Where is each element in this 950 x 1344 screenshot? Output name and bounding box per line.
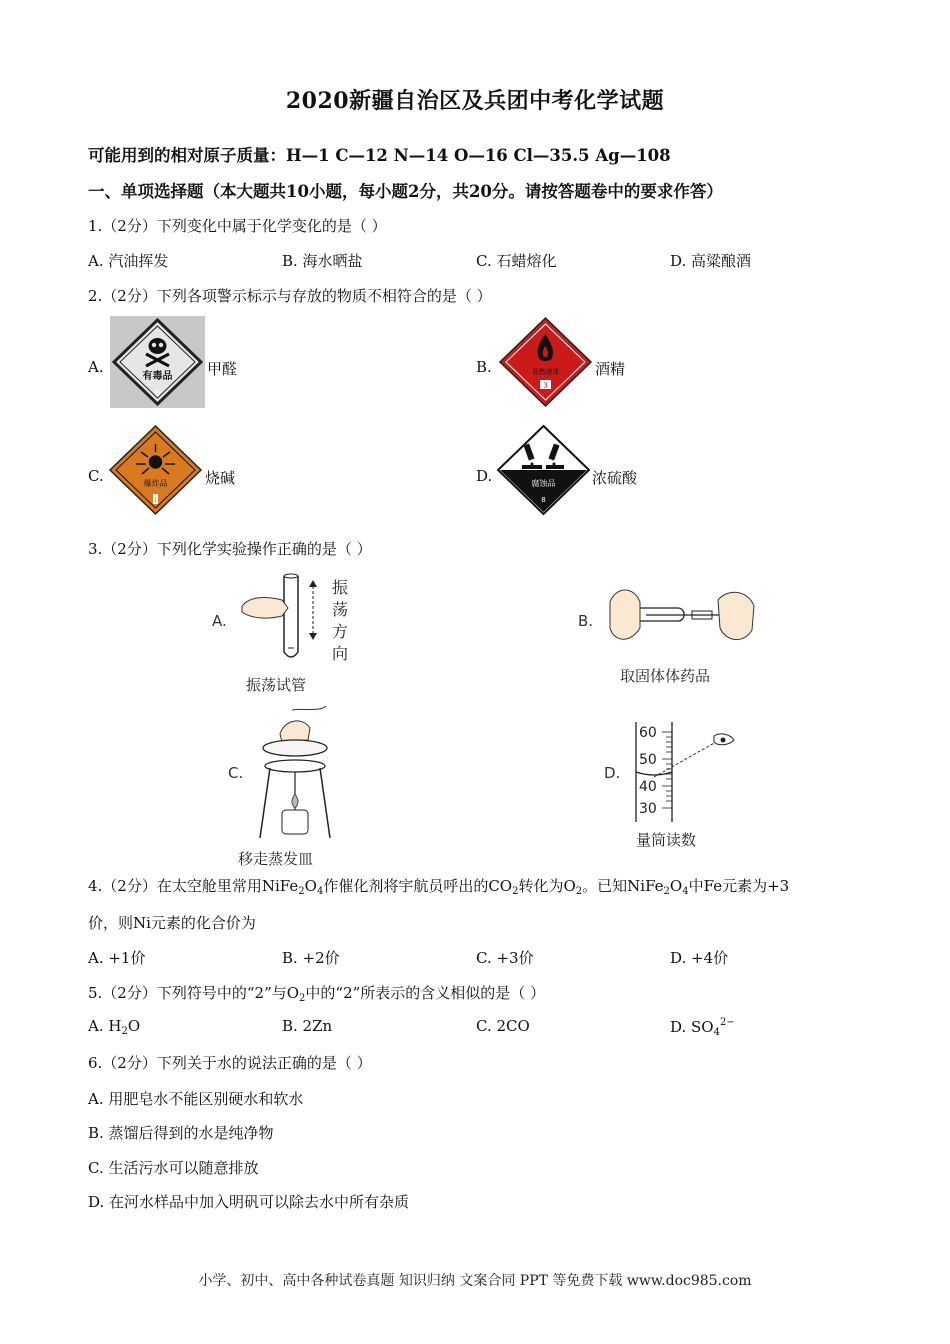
take-solid-reagent-figure [606, 582, 758, 652]
q6-option-b[interactable]: B. 蒸馏后得到的水是纯净物 [88, 1124, 274, 1142]
meniscus-icon [636, 772, 672, 775]
q2-option-d-letter[interactable]: D. [476, 467, 493, 485]
dish-icon [263, 740, 327, 756]
left-hand-icon [610, 590, 640, 639]
corrosive-sign-number: 8 [541, 496, 546, 504]
q1-option-c[interactable]: C. 石蜡熔化 [476, 252, 557, 270]
question-2-stem: 2.（2分）下列各项警示标示与存放的物质不相符合的是（ ） [88, 287, 492, 305]
q4-option-b[interactable]: B. +2价 [282, 949, 340, 967]
q3-option-d-letter[interactable]: D. [604, 764, 621, 782]
q1-option-d[interactable]: D. 高粱酿酒 [670, 252, 752, 270]
test-tube-icon [284, 576, 298, 657]
q2-option-c-letter[interactable]: C. [88, 467, 104, 485]
flammable-sign-number: 3 [543, 381, 548, 390]
alcohol-lamp-icon [282, 810, 308, 834]
evaporating-dish-figure [252, 706, 338, 842]
q4-option-d[interactable]: D. +4价 [670, 949, 729, 967]
shake-test-tube-figure [236, 572, 316, 667]
q5-option-c[interactable]: C. 2CO [476, 1017, 530, 1035]
q6-option-c[interactable]: C. 生活污水可以随意排放 [88, 1159, 259, 1177]
cylinder-tick-60: 60 [639, 725, 657, 741]
q4-option-c[interactable]: C. +3价 [476, 949, 534, 967]
hand-icon [242, 598, 288, 619]
graduated-cylinder-figure [634, 720, 738, 824]
toxic-sign-image [110, 316, 205, 408]
q5-option-a[interactable]: A. $H_2O$ [88, 1017, 141, 1037]
question-3-stem: 3.（2分）下列化学实验操作正确的是（ ） [88, 540, 372, 558]
explosive-sign-image [108, 424, 203, 516]
cylinder-tick-30: 30 [639, 801, 657, 817]
cylinder-tick-50: 50 [639, 752, 657, 768]
q3-option-c-letter[interactable]: C. [228, 764, 244, 782]
question-6-stem: 6.（2分）下列关于水的说法正确的是（ ） [88, 1054, 372, 1072]
q6-option-a[interactable]: A. 用肥皂水不能区别硬水和软水 [88, 1090, 304, 1108]
q3-caption-b: 取固体体药品 [620, 667, 711, 685]
q5-option-b[interactable]: B. 2Zn [282, 1017, 333, 1035]
q3-caption-a: 振荡试管 [246, 676, 307, 694]
shake-direction-label: 振 荡 方 向 [332, 578, 349, 663]
page-footer: 小学、初中、高中各种试卷真题 知识归纳 文案合同 PPT 等免费下载 www.doc985.com [198, 1273, 752, 1289]
q2-option-a-letter[interactable]: A. [88, 358, 104, 376]
corrosive-sign-text: 腐蚀品 [531, 479, 556, 488]
q3-caption-c: 移走蒸发皿 [238, 850, 314, 868]
q6-option-d[interactable]: D. 在河水样品中加入明矾可以除去水中所有杂质 [88, 1193, 410, 1211]
page-title: 2020新疆自治区及兵团中考化学试题 [285, 88, 665, 114]
toxic-sign-text: 有毒品 [142, 371, 173, 382]
q1-option-b[interactable]: B. 海水晒盐 [282, 252, 363, 270]
q1-option-a[interactable]: A. 汽油挥发 [88, 252, 169, 270]
q3-caption-d: 量筒读数 [636, 831, 697, 849]
flame-icon [292, 794, 298, 808]
q2-option-b-letter[interactable]: B. [476, 358, 492, 376]
explosive-sign-text: 爆炸品 [143, 479, 168, 488]
q2-option-c-substance: 烧碱 [205, 469, 236, 487]
q5-option-d[interactable]: D. $SO_4^{2-}$ [670, 1017, 735, 1038]
question-1-stem: 1.（2分）下列变化中属于化学变化的是（ ） [88, 217, 387, 235]
hand-icon [280, 721, 310, 742]
explosive-sign-number: 1 [153, 497, 158, 504]
flammable-sign-image [498, 316, 593, 408]
question-4-stem-line2: 价，则Ni元素的化合价为 [88, 914, 256, 932]
flammable-sign-text: 易燃液体 [531, 368, 560, 376]
q3-option-a-letter[interactable]: A. [212, 612, 227, 630]
cylinder-tick-40: 40 [639, 779, 657, 795]
right-hand-icon [718, 592, 754, 639]
question-4-stem-line1: 4.（2分）在太空舱里常用$NiFe_2O_4$作催化剂将宇航员呼出的$CO_2$转化为$O_2$。已知$NiFe_2O_4$中Fe元素为+3 [88, 877, 790, 897]
q3-option-b-letter[interactable]: B. [578, 612, 594, 630]
atomic-mass-line: 可能用到的相对原子质量：H—1 C—12 N—14 O—16 Cl—35.5 Ag—108 [88, 146, 671, 165]
toxic-sign-number: 6 [154, 389, 161, 399]
q4-option-a[interactable]: A. +1价 [88, 949, 146, 967]
question-5-stem: 5.（2分）下列符号中的“2”与$O_2$中的“2”所表示的含义相似的是（ ） [88, 984, 546, 1004]
section-heading: 一、单项选择题（本大题共10小题，每小题2分，共20分。请按答题卷中的要求作答） [88, 182, 723, 201]
q2-option-b-substance: 酒精 [595, 360, 626, 378]
q2-option-d-substance: 浓硫酸 [592, 469, 638, 487]
q2-option-a-substance: 甲醛 [207, 360, 238, 378]
corrosive-sign-image [496, 424, 591, 516]
shake-direction-arrow [306, 580, 320, 640]
